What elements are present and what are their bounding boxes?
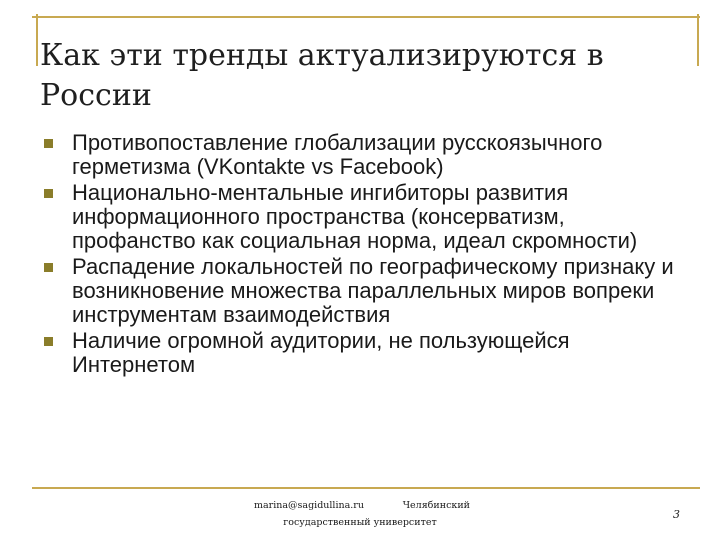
bullet-item	[40, 255, 680, 327]
footer-university: Челябинский	[402, 500, 470, 511]
bullet-text: Наличие огромной аудитории, не пользующейся Интернетом	[72, 328, 570, 377]
footer-divider	[32, 487, 700, 489]
bullet-list	[40, 131, 680, 379]
bullet-item	[40, 181, 680, 253]
square-bullet-icon	[44, 189, 53, 198]
footer-university-line2: государственный университет	[283, 517, 437, 528]
footer-email: marina@sagidullina.ru	[254, 500, 364, 511]
frame-top-line	[32, 16, 700, 18]
frame-right-line	[697, 14, 699, 66]
bullet-item	[40, 131, 680, 179]
footer-line	[240, 497, 480, 514]
bullet-text: Национально-ментальные ингибиторы развития информационного пространства (консерватизм, профанство как социальная норма, идеал скромности)	[72, 180, 638, 253]
bullet-text: Противопоставление глобализации русскоязычного герметизма (VKontakte vs Facebook)	[72, 130, 603, 179]
bullet-item	[40, 329, 680, 377]
footer	[240, 497, 480, 531]
bullet-text: Распадение локальностей по географическому признаку и возникновение множества параллельных миров вопреки инструментам взаимодействия	[72, 254, 674, 327]
page-number: 3	[673, 508, 680, 521]
square-bullet-icon	[44, 263, 53, 272]
square-bullet-icon	[44, 139, 53, 148]
frame-left-line	[36, 14, 38, 66]
square-bullet-icon	[44, 337, 53, 346]
slide-title: Как эти тренды актуализируются в России	[40, 38, 604, 113]
